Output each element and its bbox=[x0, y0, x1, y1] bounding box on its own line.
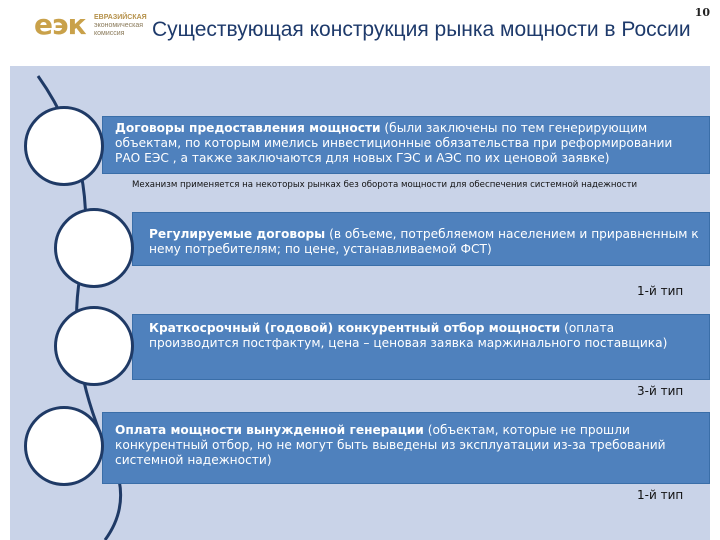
bullet-circle bbox=[54, 306, 134, 386]
slide-header bbox=[0, 0, 720, 66]
bullet-circle bbox=[24, 406, 104, 486]
list-item-block bbox=[132, 212, 710, 266]
logo-line-3: комиссия bbox=[94, 30, 125, 37]
item-heading: Регулируемые договоры bbox=[149, 227, 326, 241]
type-label: 1-й тип bbox=[637, 284, 684, 298]
item-text: (в объеме, потребляемом населением и приравненным к нему потребителям; по цене, устанавливаемой ФСТ) bbox=[149, 227, 699, 256]
page-title: Существующая конструкция рынка мощности в России bbox=[152, 18, 691, 41]
content-area bbox=[10, 66, 710, 540]
list-item-block bbox=[132, 314, 710, 380]
item-heading: Краткосрочный (годовой) конкурентный отбор мощности bbox=[149, 321, 561, 335]
item-heading: Договоры предоставления мощности bbox=[115, 121, 381, 135]
bullet-circle bbox=[54, 208, 134, 288]
item-text: (объектам, которые не прошли конкурентный отбор, но не могут быть выведены из эксплуатации из-за требований системной надежности) bbox=[115, 423, 666, 467]
page-number: 10 bbox=[694, 6, 710, 19]
item-text: (были заключены по тем генерирующим объектам, по которым имелись инвестиционные обязательства при реформировании РАО ЕЭС , а также заключаются для новых ГЭС и АЭС по их ценовой заявке) bbox=[115, 121, 673, 165]
logo-line-1: ЕВРАЗИЙСКАЯ bbox=[94, 14, 147, 21]
logo-line-2: экономическая bbox=[94, 22, 144, 29]
eek-logo bbox=[8, 4, 158, 62]
item-text: (оплата производится постфактум, цена – ценовая заявка маржинального поставщика) bbox=[149, 321, 668, 350]
item-heading: Оплата мощности вынужденной генерации bbox=[115, 423, 424, 437]
list-item-block bbox=[102, 412, 710, 484]
bullet-circle bbox=[24, 106, 104, 186]
list-item-block bbox=[102, 116, 710, 174]
item-note: Механизм применяется на некоторых рынках без оборота мощности для обеспечения системной надежности bbox=[132, 180, 638, 190]
logo-mark: еэк bbox=[34, 8, 86, 41]
type-label: 1-й тип bbox=[637, 488, 684, 502]
type-label: 3-й тип bbox=[637, 384, 684, 398]
